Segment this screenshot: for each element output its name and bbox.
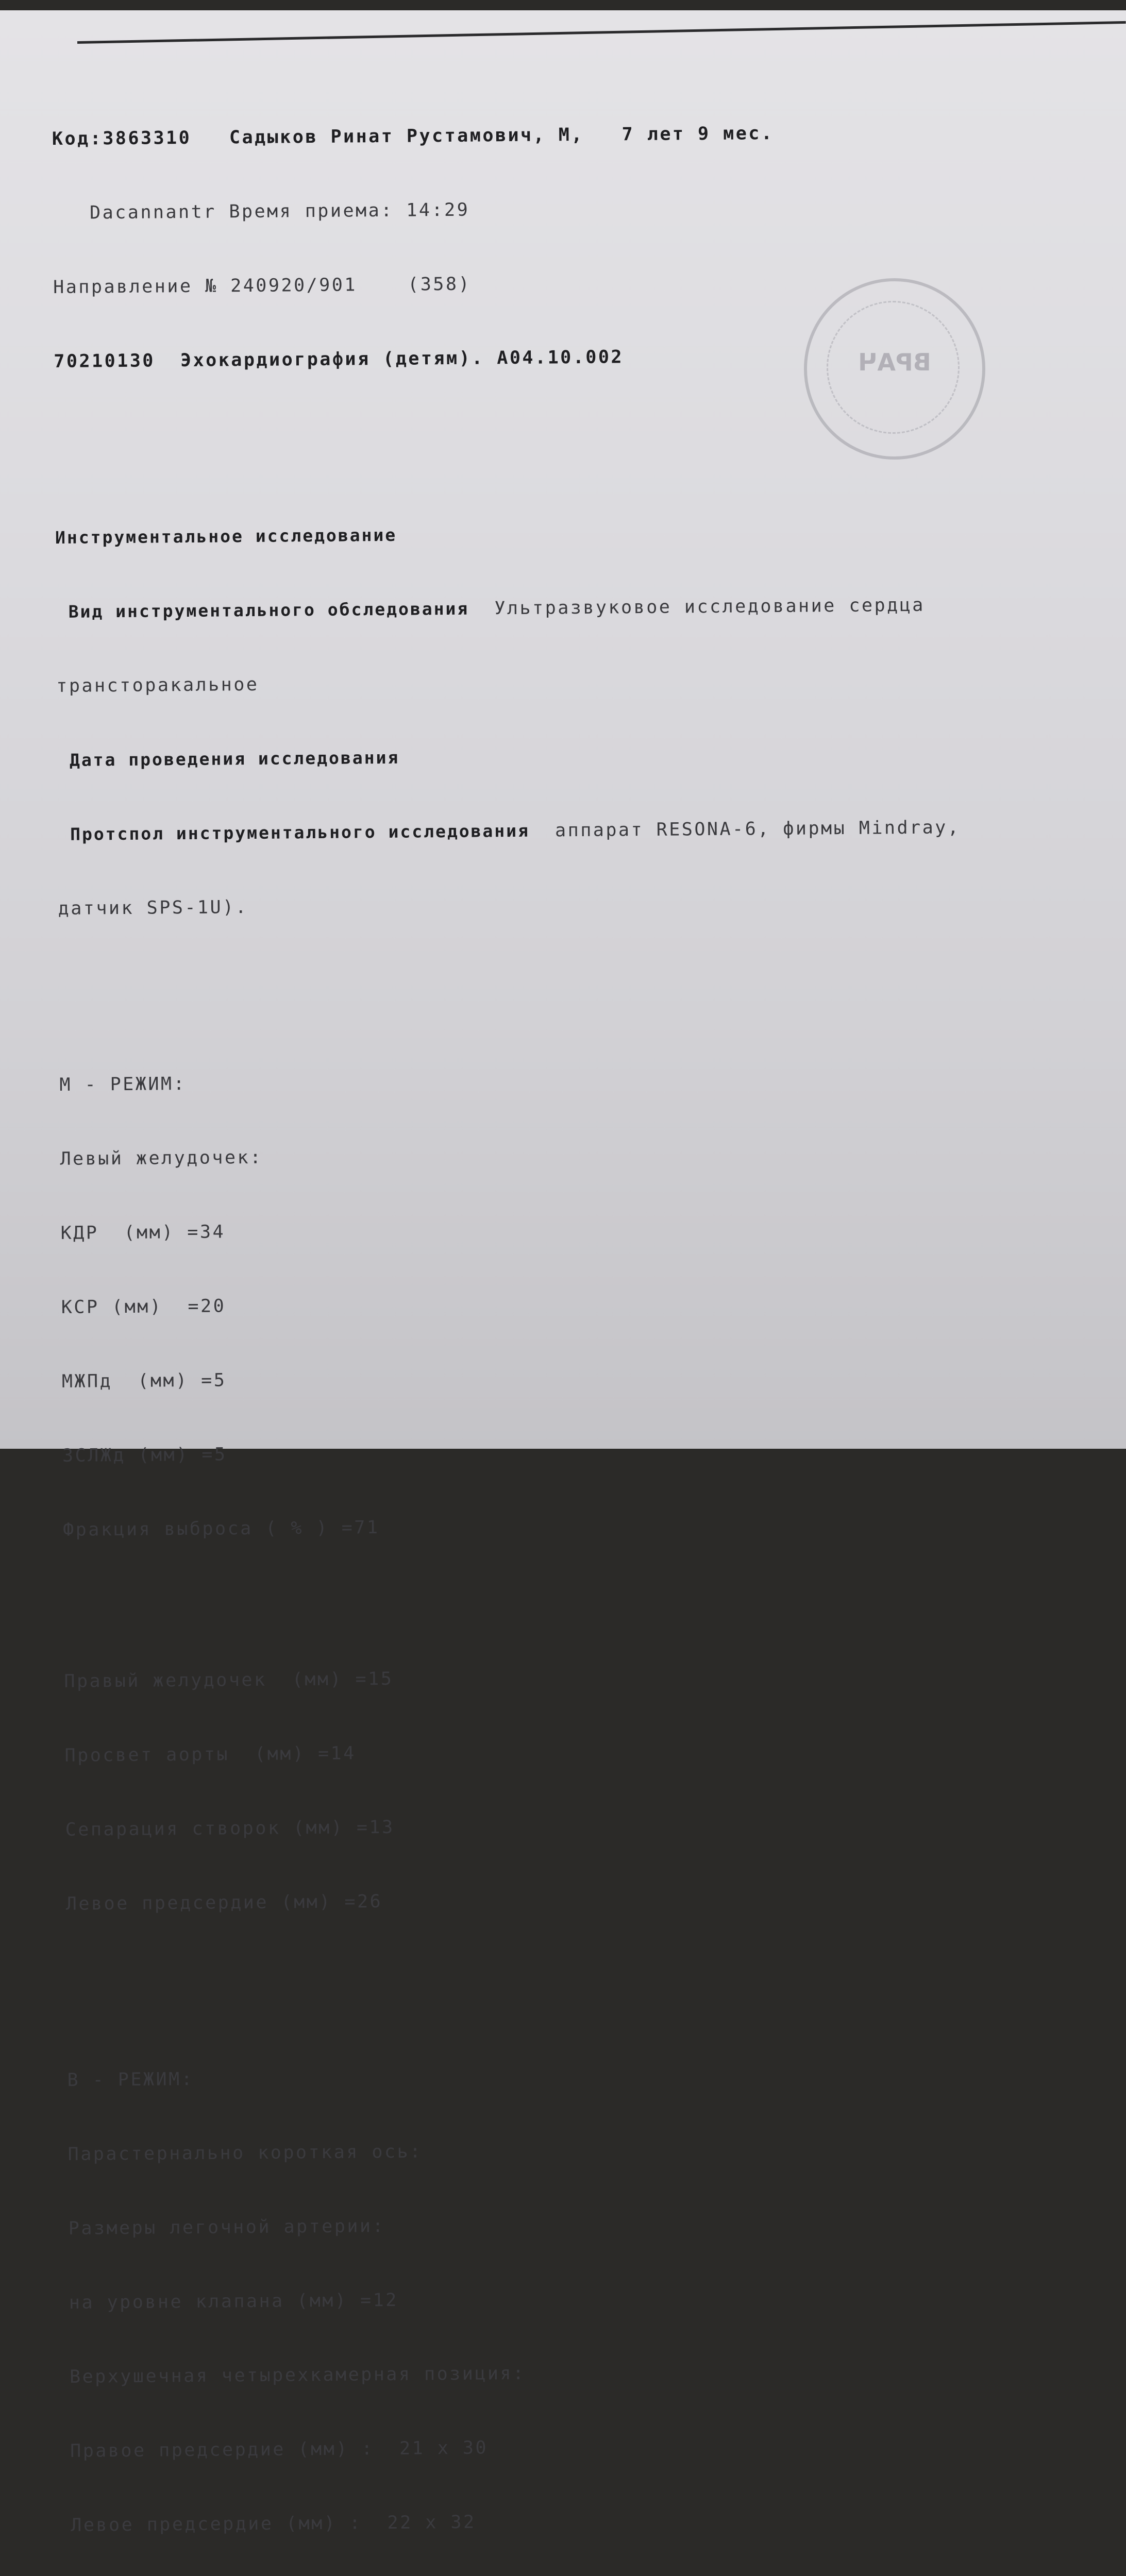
protocol-value-cont: датчик SPS-1U).: [58, 897, 248, 919]
protocol-label: Протспол инструментального исследования: [70, 820, 530, 844]
b-mode-row: Правое предсердие (мм) : 21 х 30: [70, 2437, 489, 2462]
b-mode-row: на уровне клапана (мм) =12: [69, 2290, 398, 2313]
measure-row: ЗСЛЖд (мм) =5: [62, 1444, 227, 1466]
measure-row: КДР (мм) =34: [60, 1222, 226, 1244]
study-type-value: Ультразвуковое исследование сердца: [494, 595, 925, 619]
top-rule: [77, 21, 1126, 44]
b-mode-row: Левое предсердие (мм) : 22 х 32: [71, 2512, 476, 2536]
measure-row: Правый желудочек (мм) =15: [64, 1668, 394, 1692]
stamp-text: ВРАЧ: [858, 348, 931, 376]
b-mode-row: Верхушечная четырехкамерная позиция:: [69, 2363, 526, 2387]
study-type-row: [56, 591, 1097, 624]
study-date-row: [57, 740, 1098, 773]
protocol-value: аппарат RESONA-6, фирмы Mindray,: [554, 817, 961, 841]
b-mode-row: Парастернально короткая ось:: [68, 2141, 423, 2165]
referral-number: Направление № 240920/901 (358): [53, 274, 472, 298]
report-body: [52, 69, 1125, 2576]
measure-row: Просвет аорты (мм) =14: [64, 1743, 356, 1766]
appointment-time: Dacannantr Время приема: 14:29: [89, 199, 470, 224]
service-code: 70210130 Эхокардиография (детям). А04.10.002: [54, 347, 624, 372]
b-mode-title: В - РЕЖИМ:: [67, 2069, 194, 2091]
study-type-label: Вид инструментального обследования: [68, 598, 469, 622]
measure-row: Фракция выброса ( % ) =71: [62, 1517, 380, 1540]
document-sheet: [0, 10, 1126, 2536]
patient-code-line: Код:3863310 Садыков Ринат Рустамович, М, 7 лет 9 мес.: [52, 123, 774, 149]
m-mode-title: М - РЕЖИМ:: [59, 1074, 187, 1095]
measure-row: МЖПд (мм) =5: [61, 1370, 227, 1392]
b-mode-row: Размеры легочной артерии:: [68, 2216, 385, 2239]
measure-row: КСР (мм) =20: [61, 1296, 226, 1318]
protocol-row: [57, 814, 1098, 847]
section-title-instrumental: Инструментальное исследование: [55, 524, 397, 548]
measure-row: Левое предсердие (мм) =26: [65, 1891, 383, 1914]
left-ventricle-title: Левый желудочек:: [60, 1147, 263, 1170]
study-date-label: Дата проведения исследования: [69, 747, 400, 770]
study-type-value-cont: трансторакальное: [56, 674, 259, 697]
measure-row: Сепарация створок (мм) =13: [65, 1817, 395, 1840]
